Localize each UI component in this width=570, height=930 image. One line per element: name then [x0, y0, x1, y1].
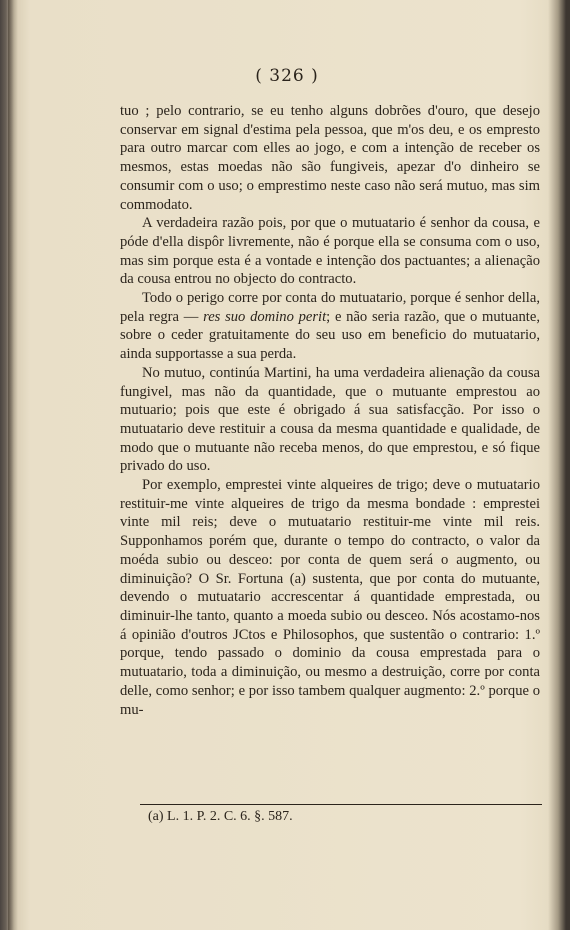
paragraph-5: Por exemplo, emprestei vinte alqueires de trigo; deve o mutuatario restituir-me vinte alqueires de trigo da mesma bondade : emprestei vinte mil reis; deve o mutuatario restituir-me vinte mil reis. Supponhamos porém que, durante o tempo do contracto, o valor da moéda subio ou desceo: por conta de quem será o augmento, ou diminuição? O Sr. Fortuna (a) sustenta, que por conta do mutuante, devendo o mutuatario accrescentar á quantidade emprestada, ou diminuir-lhe tanto, quanto a moeda subio ou desceo. Nós acostamo-nos á opinião d'outros JCtos e Philosophos, que sustentão o contrario: 1.º porque, tendo passado o dominio da cousa emprestada para o mutuatario, toda a diminuição, ou mesmo a destruição, corre por conta delle, como senhor; e por isso tambem qualquer augmento: 2.º porque o mu- — [120, 477, 540, 718]
paragraph-3 — [120, 289, 540, 364]
binding-gutter-shadow — [8, 0, 18, 930]
paragraph-2: A verdadeira razão pois, por que o mutuatario é senhor da cousa, e póde d'ella dispôr livremente, não é porque ella se consuma com o uso, mas sim porque esta é a vontade e intenção dos pactuantes; a alienação da cousa entrou no objecto do contracto. — [120, 215, 540, 288]
footnote: (a) L. 1. P. 2. C. 6. §. 587. — [148, 809, 293, 824]
paragraph-3-text-before: Todo o perigo corre por conta do mutuatario, porque é senhor della, pela regra — — [120, 290, 540, 325]
footnote-rule — [140, 804, 542, 805]
paragraph-3-text-after: ; e não seria razão, que o mutuante, sobre o ceder gratuitamente do seu uso em beneficio do mutuatario, ainda supportasse a sua perda. — [120, 308, 540, 363]
paragraph-1: tuo ; pelo contrario, se eu tenho alguns dobrões d'ouro, que desejo conservar em signal d'estima pela pessoa, que m'os deu, e os empresto para outro marcar com elles ao jogo, e com a intenção de receber os mesmos, estas moedas não são fungiveis, apezar d'o dinheiro se consumir com o uso; o emprestimo neste caso não será mutuo, mas sim commodato. — [120, 103, 540, 213]
paragraph-4: No mutuo, continúa Martini, ha uma verdadeira alienação da cousa fungivel, mas não da quantidade, que o mutuante emprestou ao mutuario; pois que este é obrigado á sua satisfacção. Por isso o mutuatario deve restituir a cousa da mesma quantidade e qualidade, de modo que o mutuante não receba menos, do que emprestou, e só fique privado do uso. — [120, 364, 540, 475]
page-number: ( 326 ) — [255, 66, 319, 86]
body-text — [120, 102, 540, 719]
latin-maxim: res suo domino perit — [203, 308, 327, 325]
book-page — [22, 0, 552, 930]
